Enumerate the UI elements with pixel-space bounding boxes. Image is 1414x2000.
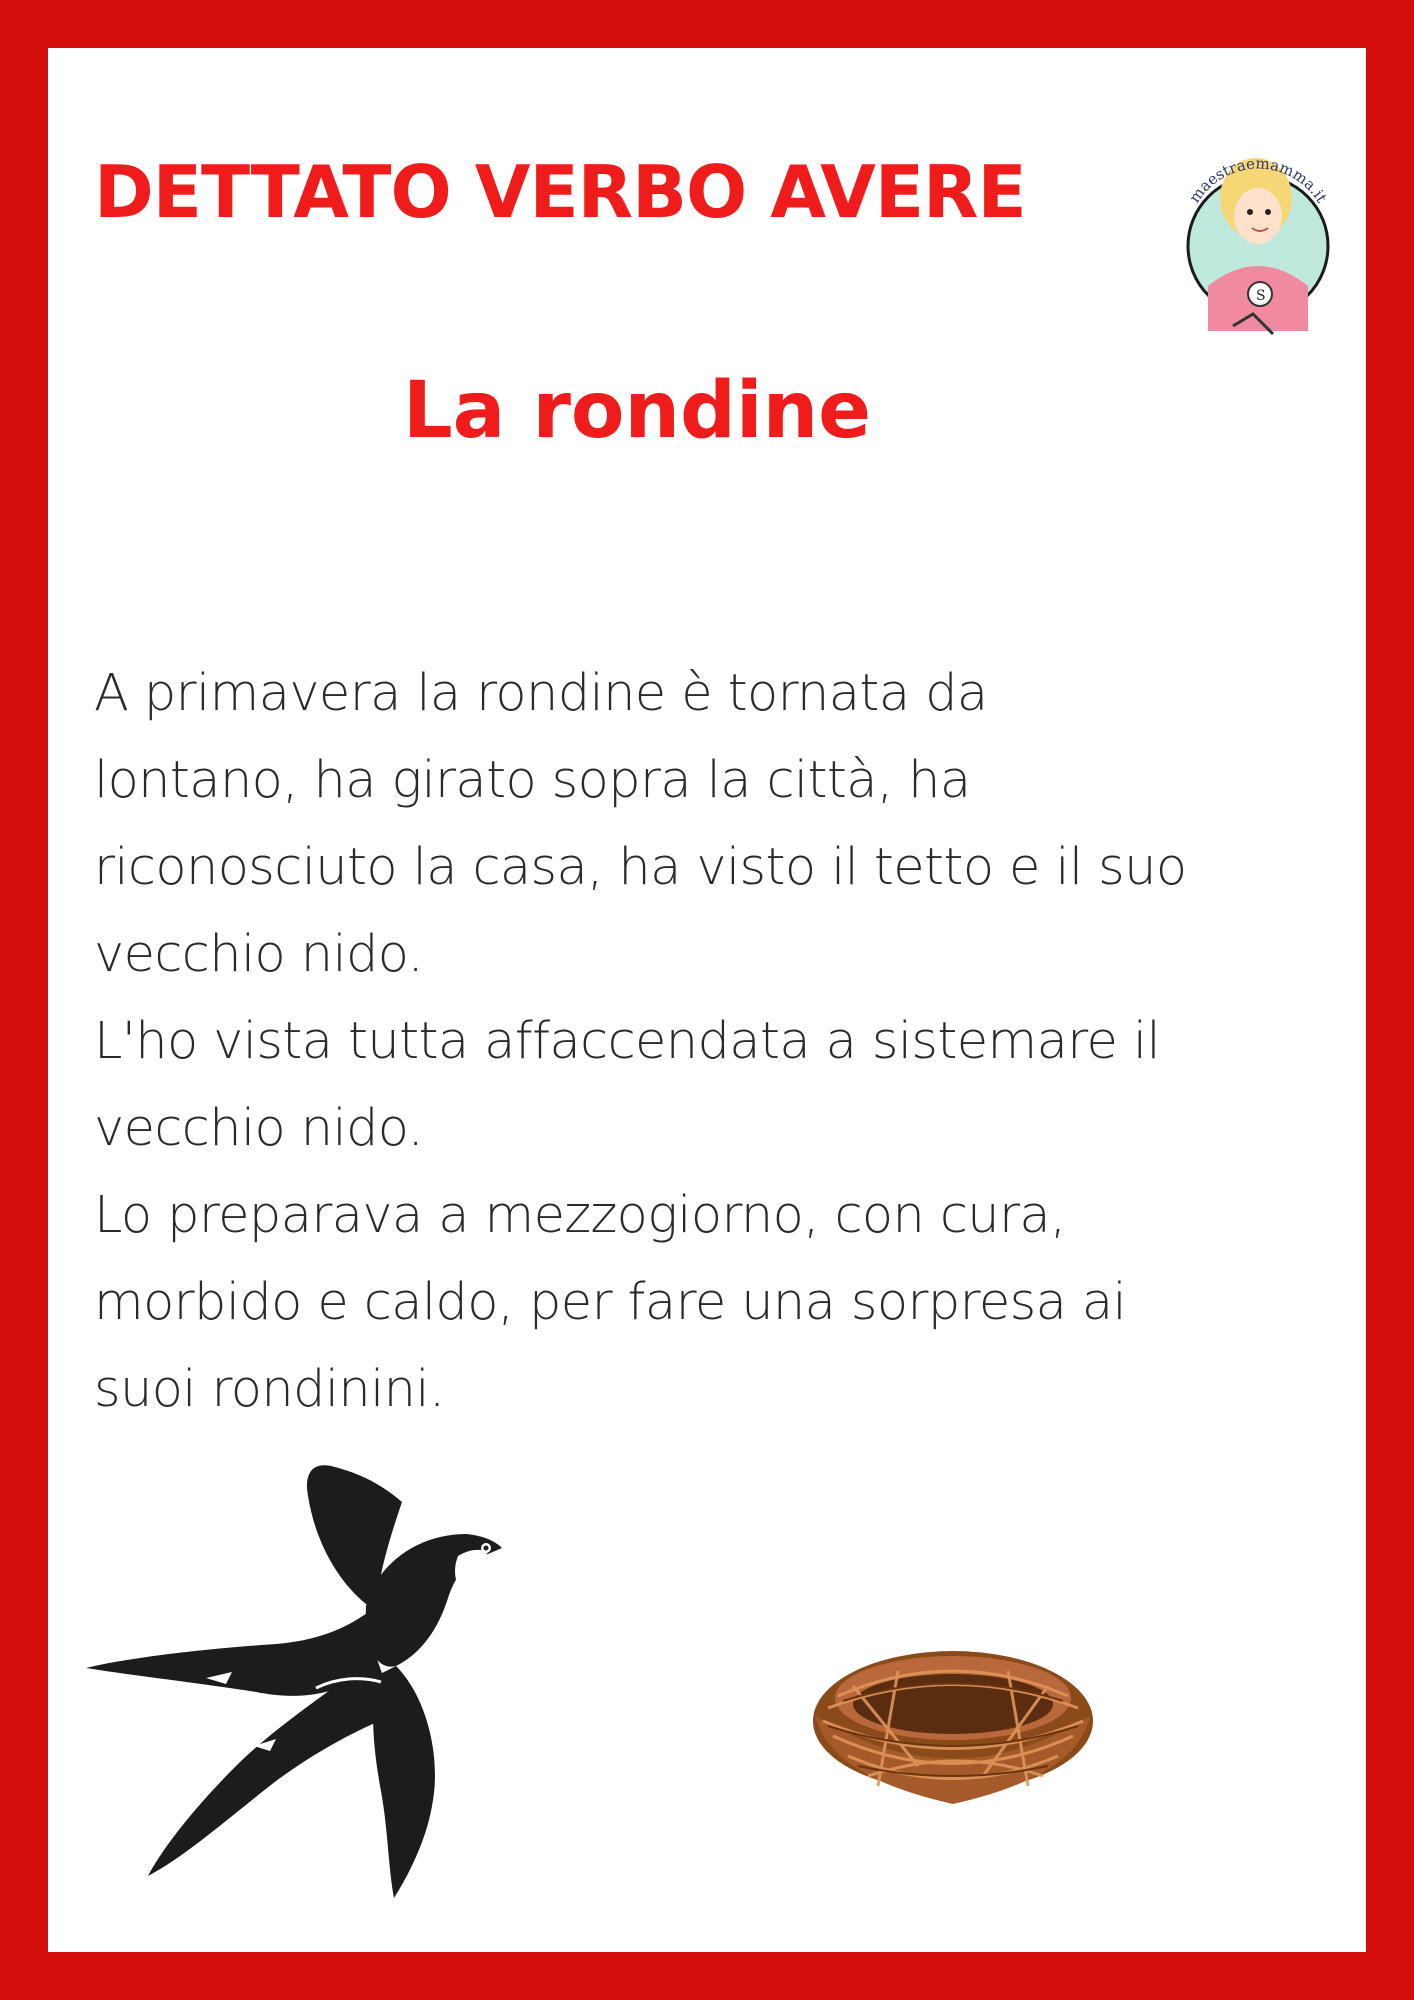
maestraemamma-logo-icon	[1178, 126, 1338, 346]
story-line: lontano, ha girato sopra la città, ha	[94, 751, 971, 810]
story-line: A primavera la rondine è tornata da	[94, 664, 988, 723]
bird-nest-icon	[808, 1626, 1098, 1826]
story-line: vecchio nido.	[94, 925, 424, 984]
story-title: La rondine	[402, 366, 872, 456]
worksheet-page	[48, 48, 1366, 1952]
story-line: morbido e caldo, per fare una sorpresa ai	[94, 1273, 1127, 1332]
dictation-text	[94, 650, 1344, 1433]
story-line: L'ho vista tutta affaccendata a sistemare il	[94, 1012, 1161, 1071]
page-title: DETTATO VERBO AVERE	[94, 150, 1026, 234]
story-line: vecchio nido.	[94, 1099, 424, 1158]
logo-text: maestraemamma.it	[1185, 154, 1331, 207]
story-line: suoi rondinini.	[94, 1360, 445, 1419]
story-line: Lo preparava a mezzogiorno, con cura,	[94, 1186, 1066, 1245]
swallow-bird-icon	[76, 1456, 546, 1906]
svg-text:S: S	[1256, 288, 1266, 304]
story-line: riconosciuto la casa, ha visto il tetto e il suo	[94, 838, 1187, 897]
